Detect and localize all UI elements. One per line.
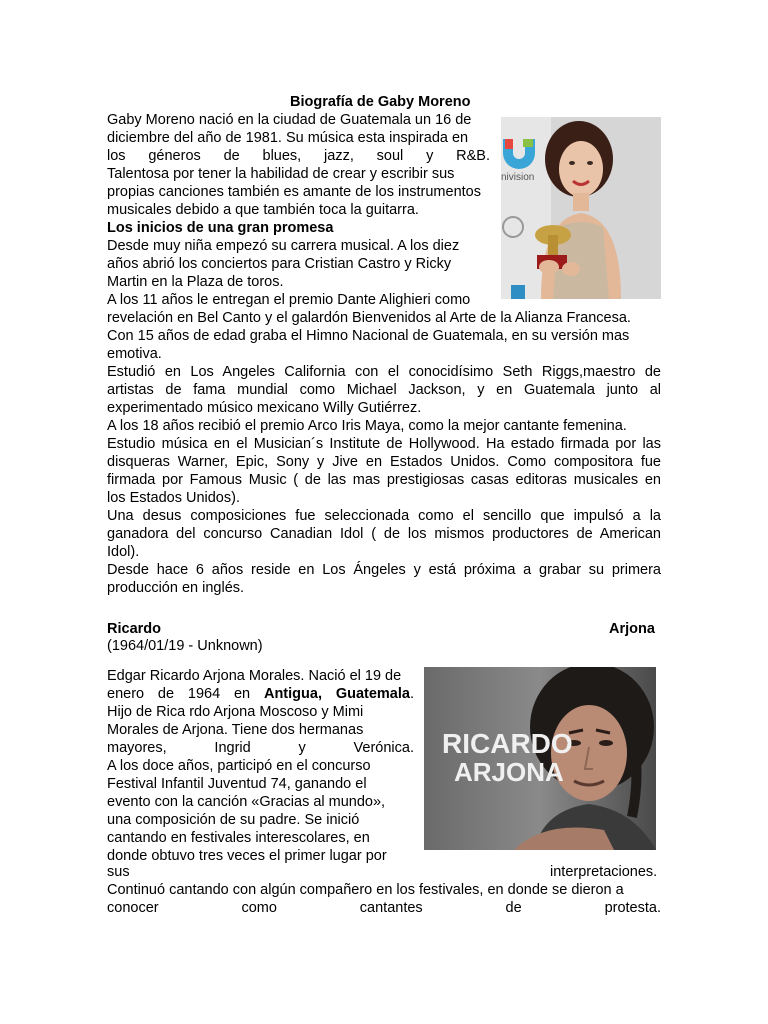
body-line: cantando en festivales interescolares, en bbox=[107, 830, 370, 846]
body-line: artistas de fama mundial como Michael Jackson, y en Guatemala junto al bbox=[107, 382, 661, 398]
gaby-moreno-photo bbox=[501, 117, 661, 299]
body-line: A los 11 años le entregan el premio Dante Alighieri como bbox=[107, 292, 471, 308]
body-line: Desde muy niña empezó su carrera musical. A los diez bbox=[107, 238, 460, 254]
body-line: Desde hace 6 años reside en Los Ángeles y está próxima a grabar su primera bbox=[107, 562, 661, 578]
body-line: Con 15 años de edad graba el Himno Nacional de Guatemala, en su versión mas bbox=[107, 328, 630, 344]
body-line: Idol). bbox=[107, 544, 140, 560]
body-line: Festival Infantil Juventud 74, ganando el bbox=[107, 776, 367, 792]
body-line: emotiva. bbox=[107, 346, 162, 362]
body-line: musicales debido a que también toca la guitarra. bbox=[107, 202, 419, 218]
body-line: A los doce años, participó en el concurso bbox=[107, 758, 371, 774]
body-line: Continuó cantando con algún compañero en los festivales, en donde se dieron a bbox=[107, 882, 624, 898]
body-line: evento con la canción «Gracias al mundo», bbox=[107, 794, 386, 810]
body-line: mayores, Ingrid y Verónica. bbox=[107, 740, 414, 756]
body-line: los Estados Unidos). bbox=[107, 490, 240, 506]
bio-title: Biografía de Gaby Moreno bbox=[290, 94, 471, 110]
body-line: Morales de Arjona. Tiene dos hermanas bbox=[107, 722, 364, 738]
section-subheading: Los inicios de una gran promesa bbox=[107, 220, 334, 236]
body-line: Estudió en Los Angeles California con el conocidísimo Seth Riggs,maestro de bbox=[107, 364, 661, 380]
body-line: Hijo de Rica rdo Arjona Moscoso y Mimi bbox=[107, 704, 364, 720]
body-line: Estudio música en el Musician´s Institute de Hollywood. Ha estado firmada por las bbox=[107, 436, 661, 452]
body-line: Una desus composiciones fue seleccionada como el sencillo que impulsó a la bbox=[107, 508, 661, 524]
body-line: enero de 1964 en Antigua, Guatemala. bbox=[107, 686, 414, 702]
ricardo-heading-first: Ricardo bbox=[107, 621, 161, 637]
body-line: A los 18 años recibió el premio Arco Iris Maya, como la mejor cantante femenina. bbox=[107, 418, 627, 434]
body-line: firmada por Famous Music ( de las mas prestigiosas casas editoras musicales en bbox=[107, 472, 661, 488]
body-line: años abrió los conciertos para Cristian Castro y Ricky bbox=[107, 256, 452, 272]
photo-caption-last: ARJONA bbox=[454, 757, 564, 787]
body-line: sus bbox=[107, 864, 130, 880]
body-line: diciembre del año de 1981. Su música esta inspirada en bbox=[107, 130, 469, 146]
body-line: interpretaciones. bbox=[550, 864, 658, 880]
body-line: revelación en Bel Canto y el galardón Bienvenidos al Arte de la Alianza Francesa. bbox=[107, 310, 631, 326]
body-line: los géneros de blues, jazz, soul y R&B. bbox=[107, 148, 490, 164]
body-line: Martin en la Plaza de toros. bbox=[107, 274, 284, 290]
ricardo-arjona-photo bbox=[424, 667, 656, 850]
body-line: donde obtuvo tres veces el primer lugar por bbox=[107, 848, 387, 864]
body-line: experimentado músico mexicano Willy Gutiérrez. bbox=[107, 400, 422, 416]
body-line: producción en inglés. bbox=[107, 580, 245, 596]
body-line: propias canciones también es amante de los instrumentos bbox=[107, 184, 481, 200]
body-line: conocer como cantantes de protesta. bbox=[107, 900, 661, 916]
univision-logo-text: nivision bbox=[501, 172, 535, 183]
photo-caption-first: RICARDO bbox=[442, 728, 573, 759]
body-line: ganadora del concurso Canadian Idol ( de los mismos productores de American bbox=[107, 526, 661, 542]
body-line: Edgar Ricardo Arjona Morales. Nació el 19 de bbox=[107, 668, 402, 684]
ricardo-heading-last: Arjona bbox=[609, 621, 655, 637]
body-line: Gaby Moreno nació en la ciudad de Guatemala un 16 de bbox=[107, 112, 472, 128]
body-line: Talentosa por tener la habilidad de crear y escribir sus bbox=[107, 166, 455, 182]
body-line: disqueras Warner, Epic, Sony y Jive en Estados Unidos. Como compositora fue bbox=[107, 454, 661, 470]
body-line: una composición de su padre. Se inició bbox=[107, 812, 360, 828]
ricardo-dates: (1964/01/19 - Unknown) bbox=[107, 638, 263, 654]
